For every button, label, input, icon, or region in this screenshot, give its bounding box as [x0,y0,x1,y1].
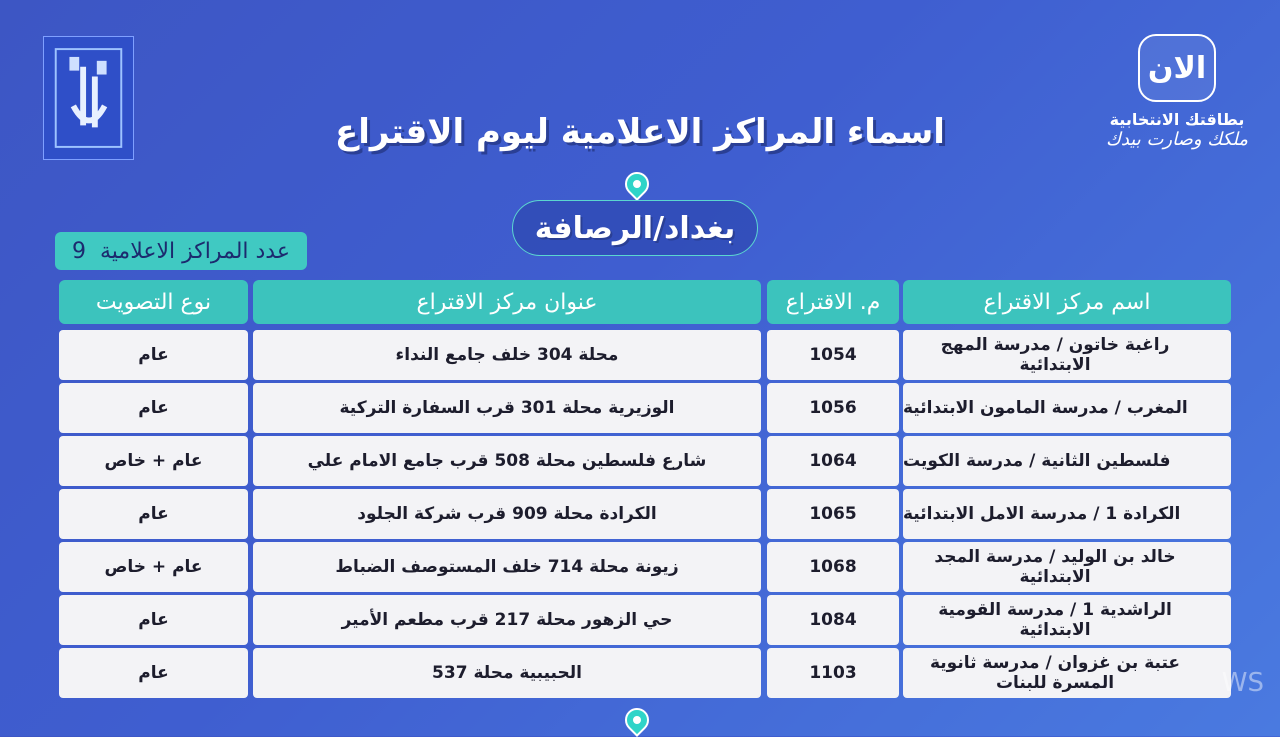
logo-slogan: ملكك وصارت بيدك [1106,129,1248,150]
table-cell-number: 1103 [767,648,899,698]
header-voting-type: نوع التصويت [59,280,248,324]
table-cell-name: خالد بن الوليد / مدرسة المجد الابتدائية [903,542,1231,592]
table-cell-number: 1054 [767,330,899,380]
table-cell-name: الكرادة 1 / مدرسة الامل الابتدائية [903,489,1231,539]
location-pin-icon [620,703,654,737]
table-cell-number: 1056 [767,383,899,433]
media-centers-count [55,232,307,270]
table-cell-name: الراشدية 1 / مدرسة القومية الابتدائية [903,595,1231,645]
table-cell-address: الحبيبية محلة 537 [253,648,761,698]
alaan-badge: الان [1138,34,1216,102]
table-cell-name: عتبة بن غزوان / مدرسة ثانوية المسرة للبنات [903,648,1231,698]
header-center-name: اسم مركز الاقتراع [903,280,1231,324]
table-cell-type: عام + خاص [59,436,248,486]
header-center-address: عنوان مركز الاقتراع [253,280,761,324]
watermark: WS [1221,668,1264,698]
table-cell-name: راغبة خاتون / مدرسة المهج الابتدائية [903,330,1231,380]
table-cell-address: حي الزهور محلة 217 قرب مطعم الأمير [253,595,761,645]
table-cell-address: الوزيرية محلة 301 قرب السفارة التركية [253,383,761,433]
alaan-logo [1102,34,1252,174]
location-pin-icon [620,167,654,201]
table-cell-address: الكرادة محلة 909 قرب شركة الجلود [253,489,761,539]
table-cell-type: عام [59,383,248,433]
page-title: اسماء المراكز الاعلامية ليوم الاقتراع [335,112,945,152]
table-cell-address: زيونة محلة 714 خلف المستوصف الضباط [253,542,761,592]
table-cell-name: فلسطين الثانية / مدرسة الكويت [903,436,1231,486]
region-label: بغداد/الرصافة [512,200,758,256]
count-value: 9 [72,238,86,264]
table-cell-type: عام [59,330,248,380]
table-cell-type: عام + خاص [59,542,248,592]
table-cell-name: المغرب / مدرسة المامون الابتدائية [903,383,1231,433]
table-cell-address: محلة 304 خلف جامع النداء [253,330,761,380]
table-cell-number: 1068 [767,542,899,592]
header-center-number: م. الاقتراع [767,280,899,324]
table-cell-type: عام [59,489,248,539]
table-cell-type: عام [59,595,248,645]
table-cell-type: عام [59,648,248,698]
table-cell-number: 1064 [767,436,899,486]
count-label: عدد المراكز الاعلامية [100,238,290,264]
logo-tagline: بطاقتك الانتخابية [1109,110,1245,129]
table-cell-number: 1065 [767,489,899,539]
table-cell-number: 1084 [767,595,899,645]
table-cell-address: شارع فلسطين محلة 508 قرب جامع الامام علي [253,436,761,486]
ihec-logo-icon [43,36,134,160]
